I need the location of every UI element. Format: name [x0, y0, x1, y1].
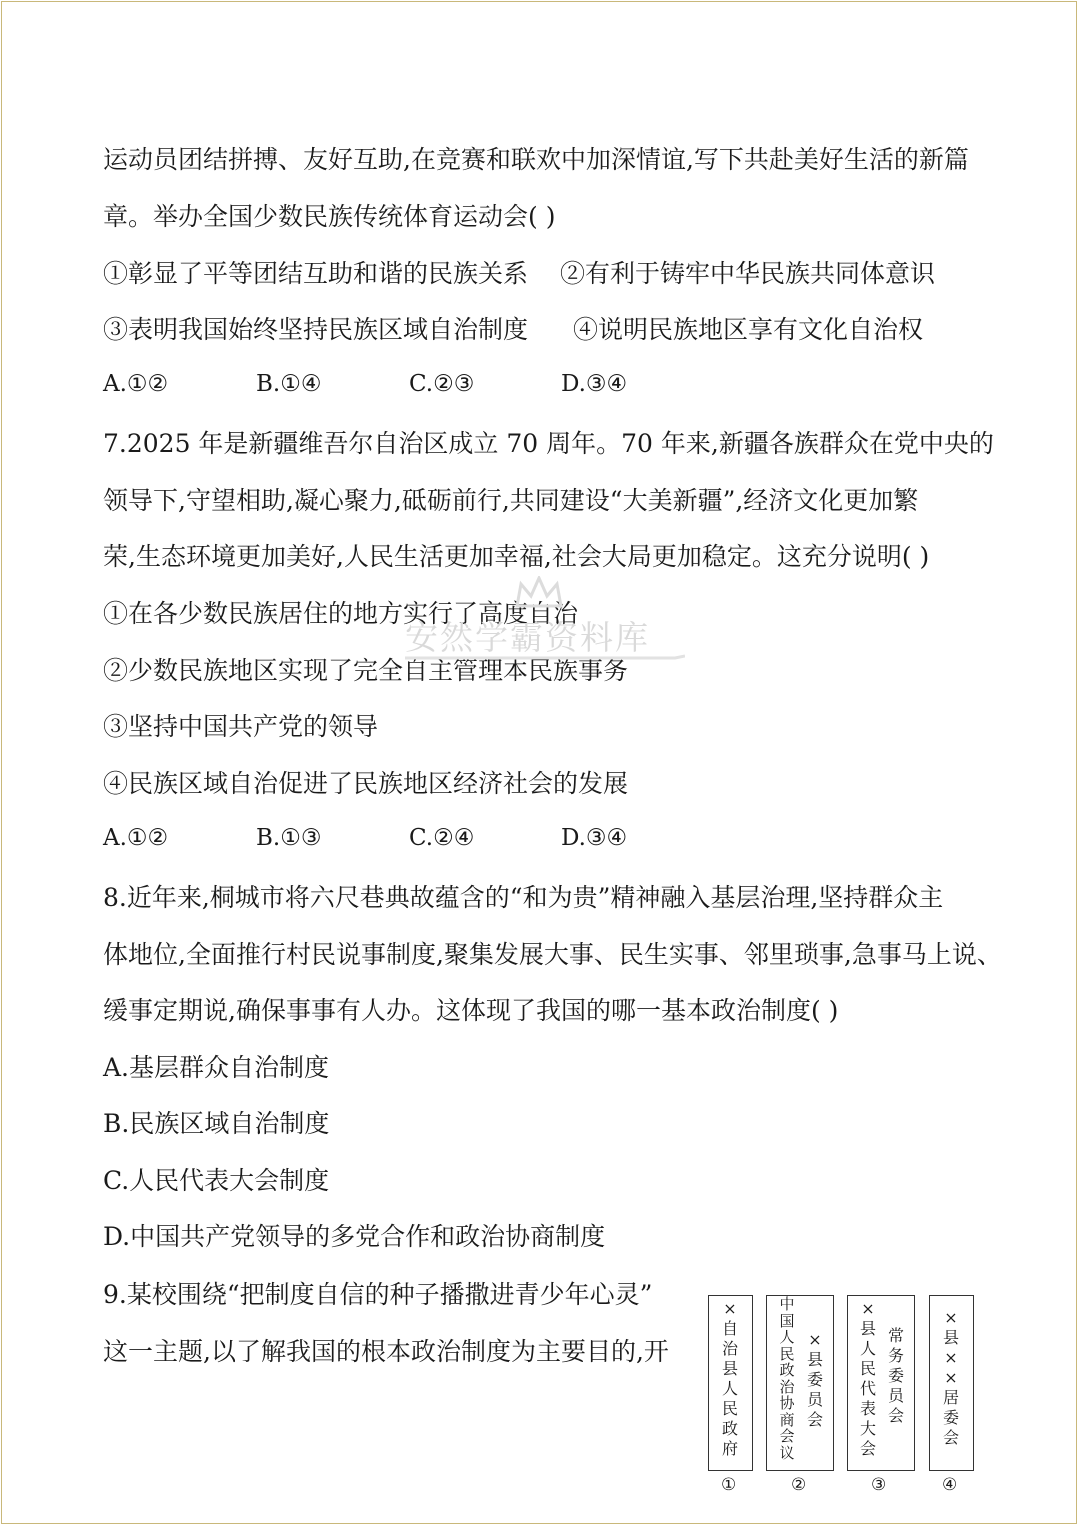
q6-option-c: C.②③ [409, 371, 475, 397]
q6-statement-4: ④说明民族地区享有文化自治权 [573, 315, 924, 344]
watermark-text: 安然学霸资料库 [405, 618, 650, 657]
q7-stem-line1: 7.2025 年是新疆维吾尔自治区成立 70 周年。70 年来,新疆各族群众在党中央的 [103, 429, 994, 458]
q7-statement-4: ④民族区域自治促进了民族地区经济社会的发展 [103, 769, 629, 798]
q8-stem-line2: 体地位,全面推行村民说事制度,聚集发展大事、民生实事、邻里琐事,急事马上说、 [103, 940, 1002, 969]
q8-stem-line3: 缓事定期说,确保事事有人办。这体现了我国的哪一基本政治制度( ) [103, 996, 839, 1025]
signboard-2-number: ② [791, 1475, 807, 1495]
q7-option-d: D.③④ [561, 825, 628, 851]
q7-statement-1: ①在各少数民族居住的地方实行了高度自治 [103, 599, 579, 628]
signboard-4-text: ×县××居委会 [942, 1308, 959, 1447]
q7-option-a: A.①② [103, 825, 169, 851]
q7-option-b: B.①③ [256, 825, 322, 851]
q8-option-d: D.中国共产党领导的多党合作和政治协商制度 [103, 1222, 606, 1251]
q7-stem-line2: 领导下,守望相助,凝心聚力,砥砺前行,共同建设“大美新疆”,经济文化更加繁 [103, 486, 919, 515]
signboard-4 [929, 1295, 974, 1471]
signboard-3-text-main: ×县人民代表大会 [859, 1299, 876, 1458]
q7-statement-2: ②少数民族地区实现了完全自主管理本民族事务 [103, 656, 629, 685]
signboard-2-text-sub: ×县委员会 [806, 1330, 823, 1429]
q6-statement-2: ②有利于铸牢中华民族共同体意识 [560, 259, 936, 288]
signboard-2-text-main: 中国人民政治协商会议 [779, 1295, 795, 1462]
q7-stem-line3: 荣,生态环境更加美好,人民生活更加幸福,社会大局更加稳定。这充分说明( ) [103, 542, 930, 571]
q6-stem-line2: 章。举办全国少数民族传统体育运动会( ) [103, 202, 556, 231]
q8-option-c: C.人民代表大会制度 [103, 1166, 330, 1195]
q9-stem-line2: 这一主题,以了解我国的根本政治制度为主要目的,开 [103, 1337, 669, 1366]
signboard-3-text-sub: 常务委员会 [887, 1326, 904, 1425]
q6-statement-1: ①彰显了平等团结互助和谐的民族关系 [103, 259, 529, 288]
q8-option-a: A.基层群众自治制度 [103, 1053, 330, 1082]
signboard-1 [708, 1295, 753, 1471]
q6-option-a: A.①② [103, 371, 169, 397]
q6-statement-3: ③表明我国始终坚持民族区域自治制度 [103, 315, 529, 344]
q6-option-d: D.③④ [561, 371, 628, 397]
crown-watermark-icon [513, 576, 565, 610]
q8-stem-line1: 8.近年来,桐城市将六尺巷典故蕴含的“和为贵”精神融入基层治理,坚持群众主 [103, 883, 944, 912]
q6-option-b: B.①④ [256, 371, 322, 397]
q9-stem-line1: 9.某校围绕“把制度自信的种子播撒进青少年心灵” [103, 1280, 653, 1309]
q7-statement-3: ③坚持中国共产党的领导 [103, 712, 379, 741]
signboard-1-number: ① [721, 1475, 737, 1495]
q7-option-c: C.②④ [409, 825, 475, 851]
signboard-4-number: ④ [942, 1475, 958, 1495]
signboard-3-number: ③ [871, 1475, 887, 1495]
watermark-underline [405, 654, 685, 662]
q6-stem-line1: 运动员团结拼搏、友好互助,在竞赛和联欢中加深情谊,写下共赴美好生活的新篇 [103, 145, 969, 174]
signboard-2 [766, 1295, 834, 1471]
q8-option-b: B.民族区域自治制度 [103, 1109, 330, 1138]
signboard-1-text: ×自治县人民政府 [721, 1299, 738, 1458]
signboard-3 [847, 1295, 915, 1471]
